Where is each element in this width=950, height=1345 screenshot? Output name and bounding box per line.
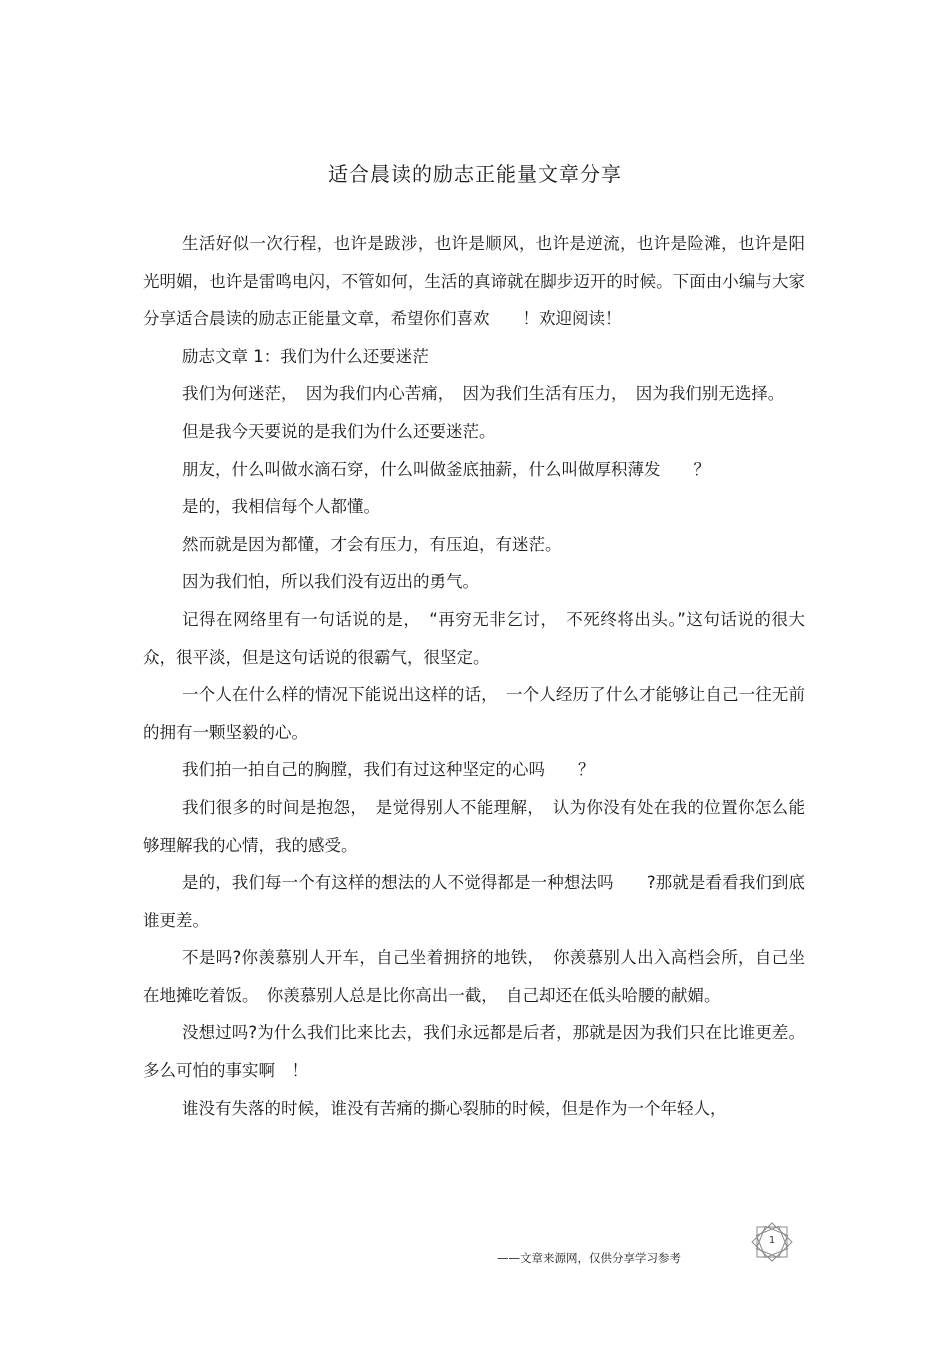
paragraph: 但是我今天要说的是我们为什么还要迷茫。: [182, 421, 496, 441]
paragraph: 没想过吗?为什么我们比来比去，我们永远都是后者，那就是因为我们只在比谁更差。多么可怕的事实啊 ！: [143, 1023, 805, 1081]
paragraph: 我们很多的时间是抱怨， 是觉得别人不能理解， 认为你没有处在我的位置你怎么能够理解我的心情，我的感受。: [143, 797, 805, 855]
footer-source-note: ——文章来源网，仅供分享学习参考: [497, 1251, 681, 1265]
page-number: 1: [768, 1235, 776, 1246]
document-title: 适合晨读的励志正能量文章分享: [328, 162, 622, 186]
paragraph: 不是吗?你羡慕别人开车，自己坐着拥挤的地铁， 你羡慕别人出入高档会所，自己坐在地摊吃着饭。 你羡慕别人总是比你高出一截， 自己却还在低头哈腰的献媚。: [143, 948, 805, 1005]
paragraph: 然而就是因为都懂，才会有压力，有压迫，有迷茫。: [182, 534, 562, 554]
paragraph: 励志文章 1：我们为什么还要迷茫: [182, 346, 429, 366]
paragraph: 是的，我们每一个有这样的想法的人不觉得都是一种想法吗 ?那就是看看我们到底谁更差。: [143, 873, 805, 930]
paragraph: 记得在网络里有一句话说的是， “再穷无非乞讨， 不死终将出头。”这句话说的很大众，很平淡，但是这句话说的很霸气，很坚定。: [143, 609, 805, 667]
paragraph: 我们拍一拍自己的胸膛，我们有过这种坚定的心吗 ？: [182, 760, 595, 780]
paragraph: 因为我们怕，所以我们没有迈出的勇气。: [182, 572, 479, 592]
paragraph: 是的，我相信每个人都懂。: [182, 497, 380, 517]
paragraph: 生活好似一次行程，也许是跋涉，也许是顺风，也许是逆流，也许是险滩，也许是阳光明媚，也许是雷鸣电闪，不管如何，生活的真谛就在脚步迈开的时候。下面由小编与大家分享适合晨读的励志正能量文章，希望你们喜欢 ！欢迎阅读！: [143, 234, 805, 329]
document-body: [143, 225, 805, 1127]
paragraph: 一个人在什么样的情况下能说出这样的话， 一个人经历了什么才能够让自己一往无前的拥有一颗坚毅的心。: [143, 685, 805, 742]
paragraph: 朋友，什么叫做水滴石穿，什么叫做釜底抽薪，什么叫做厚积薄发 ？: [182, 459, 710, 479]
paragraph: 谁没有失落的时候，谁没有苦痛的撕心裂肺的时候，但是作为一个年轻人，: [182, 1098, 727, 1118]
paragraph: 我们为何迷茫， 因为我们内心苦痛， 因为我们生活有压力， 因为我们别无选择。: [182, 384, 785, 404]
